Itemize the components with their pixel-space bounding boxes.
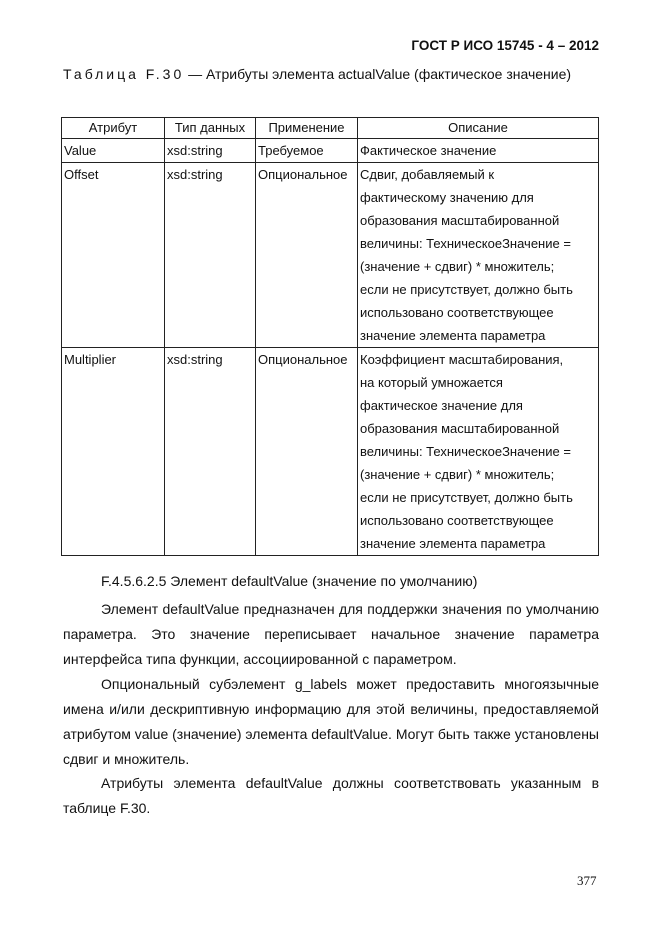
description-line: (значение + сдвиг) * множитель; [360, 259, 555, 274]
cell-data-type: xsd:string [165, 163, 256, 348]
description-line: (значение + сдвиг) * множитель; [360, 467, 555, 482]
cell-data-type: xsd:string [165, 139, 256, 163]
column-header-usage: Применение [256, 118, 358, 139]
paragraph-1: Элемент defaultValue предназначен для поддержки значения по умолчанию параметра. Это значение переписывает начальное значение параметра интерфейса типа функции, ассоциированной с параметром. [63, 601, 599, 667]
paragraph-3: Атрибуты элемента defaultValue должны соответствовать указанным в таблице F.30. [63, 775, 599, 816]
section-heading: F.4.5.6.2.5 Элемент defaultValue (значение по умолчанию) [101, 573, 478, 589]
column-header-attribute: Атрибут [62, 118, 165, 139]
description-line: фактическому значению для [360, 190, 534, 205]
cell-description [358, 348, 599, 556]
description-line: фактическое значение для [360, 398, 523, 413]
table-caption-label: Таблица F.30 [63, 66, 185, 82]
description-line: использовано соответствующее [360, 305, 554, 320]
table-caption-text: — Атрибуты элемента actualValue (фактическое значение) [184, 66, 572, 82]
cell-data-type: xsd:string [165, 348, 256, 556]
description-line: значение элемента параметра [360, 536, 546, 551]
attributes-table [61, 117, 599, 556]
cell-attribute: Offset [62, 163, 165, 348]
cell-attribute: Value [62, 139, 165, 163]
table-header-row [62, 118, 599, 139]
description-line: образования масштабированной [360, 421, 560, 436]
cell-description [358, 139, 599, 163]
column-header-data-type: Тип данных [165, 118, 256, 139]
description-line: использовано соответствующее [360, 513, 554, 528]
description-line: на который умножается [360, 375, 503, 390]
table-row [62, 348, 599, 556]
document-header: ГОСТ Р ИСО 15745 - 4 – 2012 [411, 38, 599, 53]
cell-usage: Требуемое [256, 139, 358, 163]
description-line: значение элемента параметра [360, 328, 546, 343]
cell-attribute: Multiplier [62, 348, 165, 556]
description-line: если не присутствует, должно быть [360, 490, 573, 505]
cell-usage: Опциональное [256, 348, 358, 556]
table-caption [63, 62, 599, 87]
page-number: 377 [577, 873, 597, 888]
table-row [62, 139, 599, 163]
cell-description [358, 163, 599, 348]
table-row [62, 163, 599, 348]
description-line: Сдвиг, добавляемый к [360, 167, 495, 182]
column-header-description: Описание [358, 118, 599, 139]
description-line: величины: ТехническоеЗначение = [360, 444, 571, 459]
paragraph-2: Опциональный субэлемент g_labels может предоставить многоязычные имена и/или дескриптивную информацию для этой величины, предоставляемой атрибутом value (значение) элемента defaultValue. Могут быть также установлены сдвиг и множитель. [63, 676, 599, 767]
description-line: Коэффициент масштабирования, [360, 352, 564, 367]
description-line: образования масштабированной [360, 213, 560, 228]
description-line: Фактическое значение [360, 143, 497, 158]
cell-usage: Опциональное [256, 163, 358, 348]
description-line: величины: ТехническоеЗначение = [360, 236, 571, 251]
description-line: если не присутствует, должно быть [360, 282, 573, 297]
